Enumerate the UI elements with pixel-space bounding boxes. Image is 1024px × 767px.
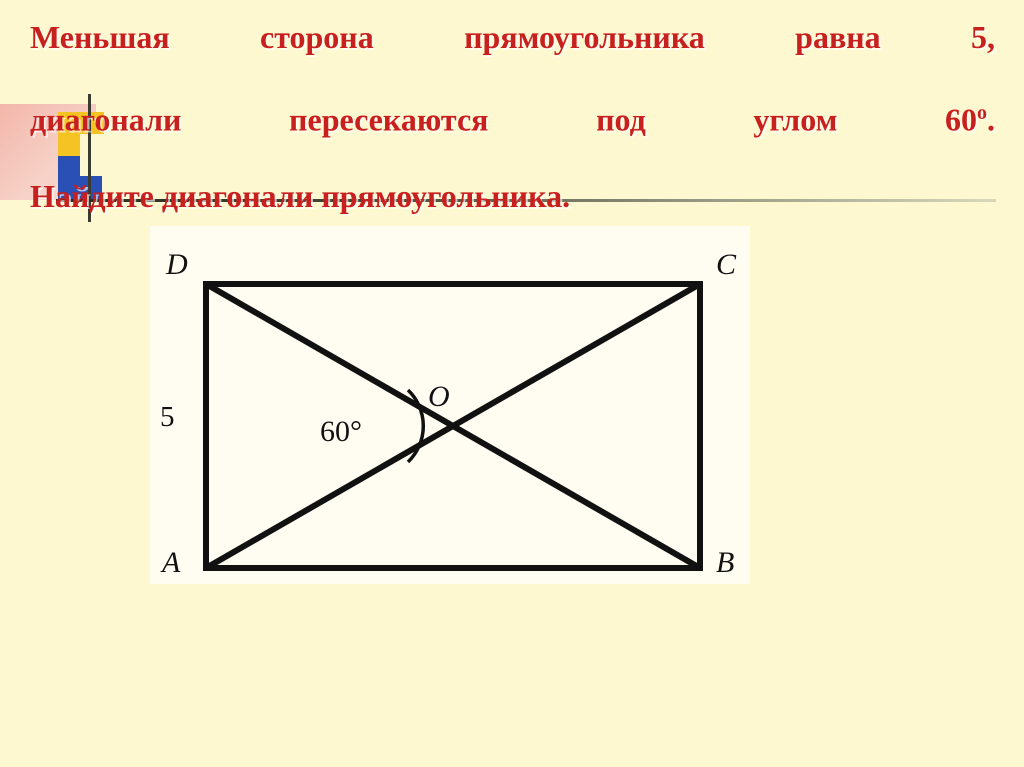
problem-statement-line-2 (30, 94, 995, 177)
problem-statement-line-1: Меньшая сторона прямоугольника равна 5, (30, 19, 995, 55)
vertex-label-d: D (166, 248, 188, 281)
sentence-period: . (987, 101, 995, 138)
vertex-label-a: A (162, 546, 181, 579)
vertex-label-c: C (716, 248, 737, 281)
angle-label: 60° (320, 415, 362, 448)
side-length-label: 5 (160, 401, 175, 433)
problem-statement-line-3: Найдите диагонали прямоугольника. (30, 177, 571, 214)
problem-statement (30, 18, 995, 215)
center-label-o: O (428, 380, 450, 413)
figure-panel (150, 226, 750, 584)
degree-mark: о (977, 102, 987, 124)
vertex-label-b: B (716, 546, 735, 579)
rectangle-diagram (150, 226, 750, 584)
problem-statement-line-2-text: диагонали пересекаются под углом 60 (30, 101, 977, 138)
